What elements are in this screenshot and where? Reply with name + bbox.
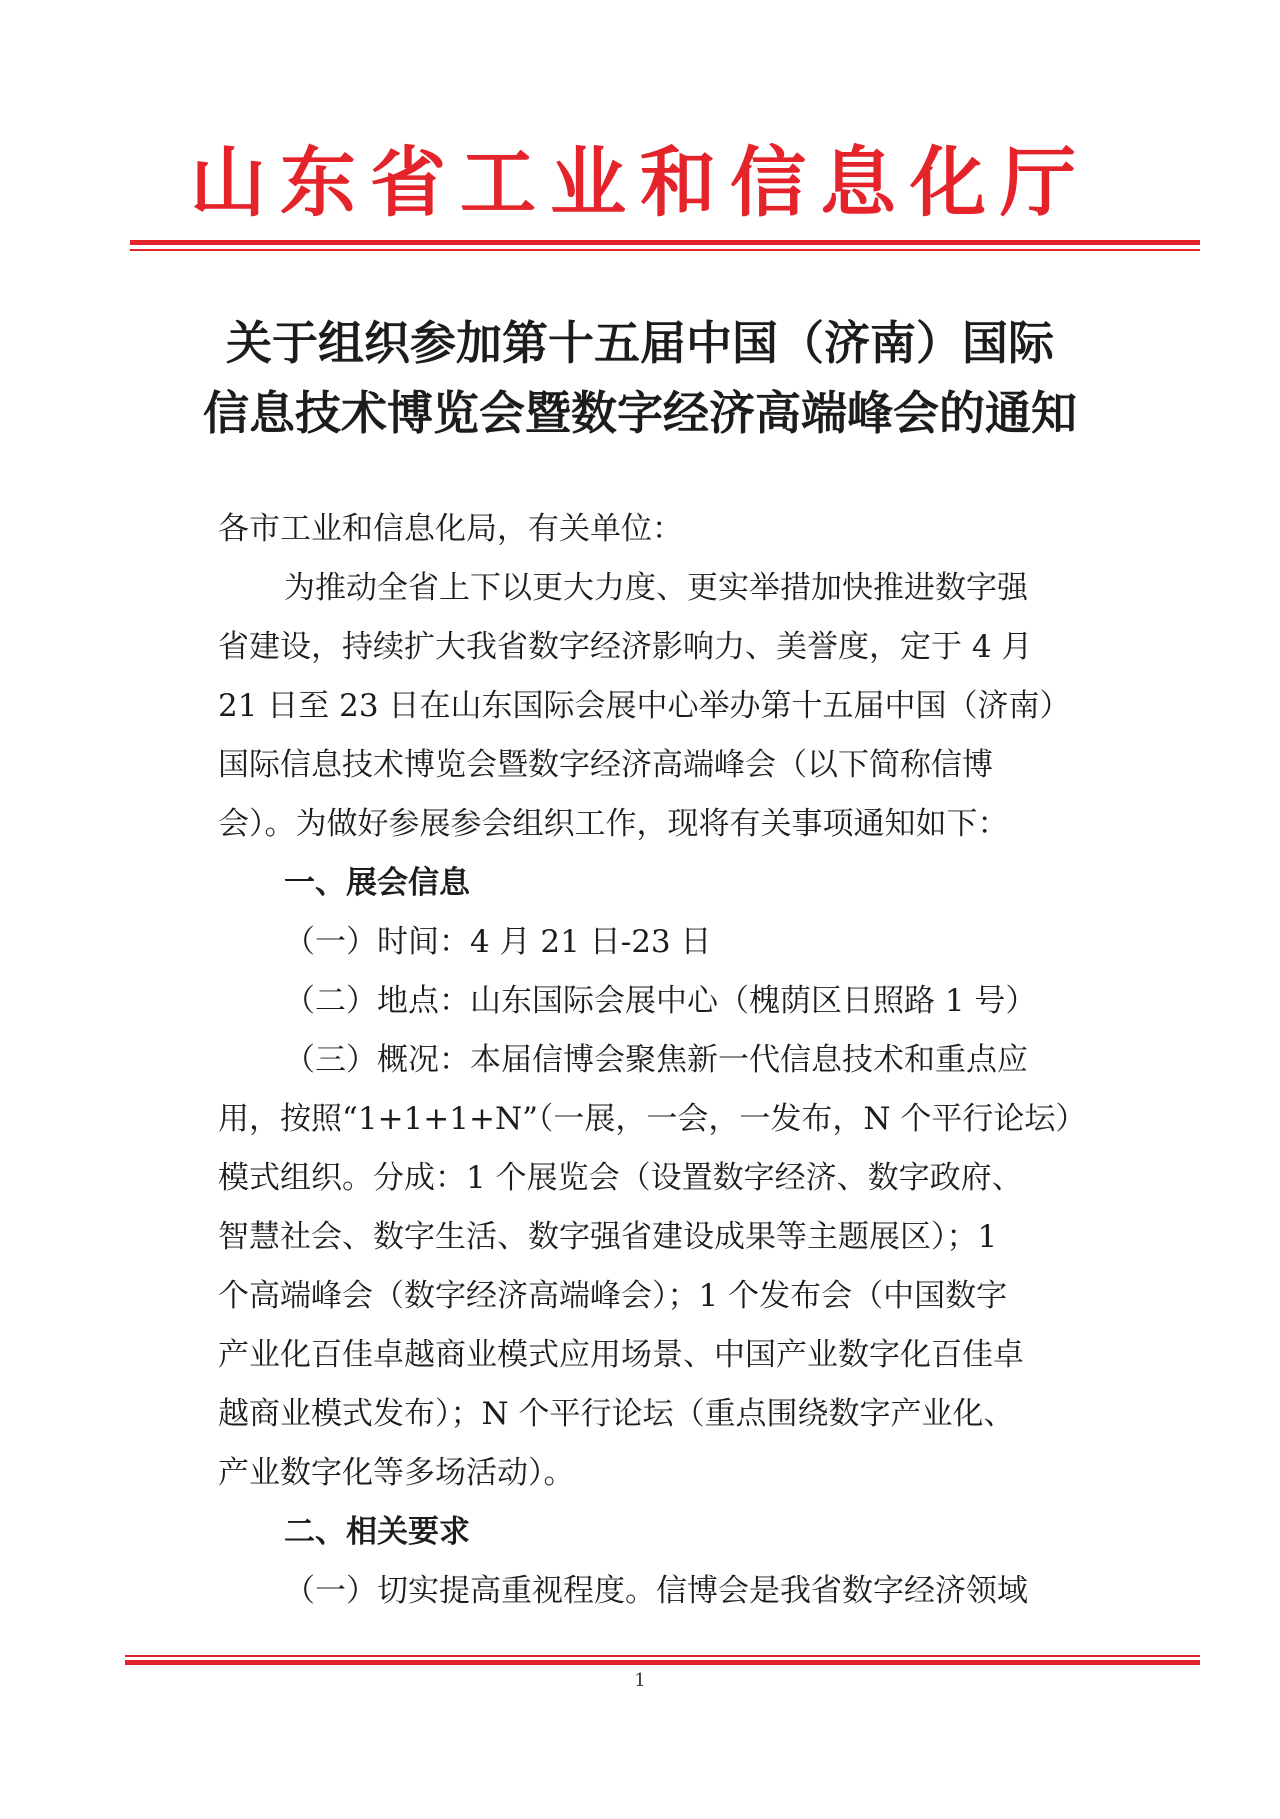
page-number: 1	[634, 1670, 646, 1691]
document-title-line-2: 信息技术博览会暨数字经济高端峰会的通知	[203, 386, 1077, 440]
overview-line: 越商业模式发布）；N 个平行论坛（重点围绕数字产业化、	[218, 1396, 1015, 1432]
overview-line: 个高端峰会（数字经济高端峰会）；1 个发布会（中国数字	[218, 1278, 1008, 1314]
intro-line: 省建设，持续扩大我省数字经济影响力、美誉度，定于 4 月	[218, 629, 1033, 665]
document-title	[0, 308, 1280, 448]
footer-rule-thin	[125, 1655, 1200, 1657]
overview-line: 产业化百佳卓越商业模式应用场景、中国产业数字化百佳卓	[218, 1337, 1024, 1373]
overview-line: 智慧社会、数字生活、数字强省建设成果等主题展区）；1	[218, 1219, 998, 1255]
letterhead-rule-thick	[130, 240, 1200, 245]
exhibition-place: （二）地点：山东国际会展中心（槐荫区日照路 1 号）	[284, 983, 1037, 1019]
overview-line: 产业数字化等多场活动）。	[218, 1455, 575, 1491]
intro-line: 21 日至 23 日在山东国际会展中心举办第十五届中国（济南）	[218, 688, 1071, 724]
footer-rule-thick	[125, 1660, 1200, 1665]
document-body	[218, 500, 1098, 1621]
overview-line: （三）概况：本届信博会聚焦新一代信息技术和重点应	[284, 1042, 1028, 1078]
addressee: 各市工业和信息化局，有关单位：	[218, 511, 683, 547]
document-title-line-1: 关于组织参加第十五届中国（济南）国际	[226, 316, 1054, 370]
letterhead-org-name: 山东省工业和信息化厅	[190, 138, 1090, 227]
overview-line: 用，按照“1+1+1+N”（一展，一会，一发布，N 个平行论坛）	[218, 1101, 1087, 1137]
section-heading-exhibition-info: 一、展会信息	[284, 865, 470, 901]
overview-line: 模式组织。分成：1 个展览会（设置数字经济、数字政府、	[218, 1160, 1023, 1196]
letterhead-rule-thin	[130, 249, 1200, 251]
intro-line: 为推动全省上下以更大力度、更实举措加快推进数字强	[284, 570, 1028, 606]
intro-line: 国际信息技术博览会暨数字经济高端峰会（以下简称信博	[218, 747, 993, 783]
section-heading-requirements: 二、相关要求	[284, 1514, 470, 1550]
intro-line: 会）。为做好参展参会组织工作，现将有关事项通知如下：	[218, 806, 1009, 842]
exhibition-time: （一）时间：4 月 21 日-23 日	[284, 924, 712, 960]
requirement-item-1: （一）切实提高重视程度。信博会是我省数字经济领域	[284, 1573, 1028, 1609]
